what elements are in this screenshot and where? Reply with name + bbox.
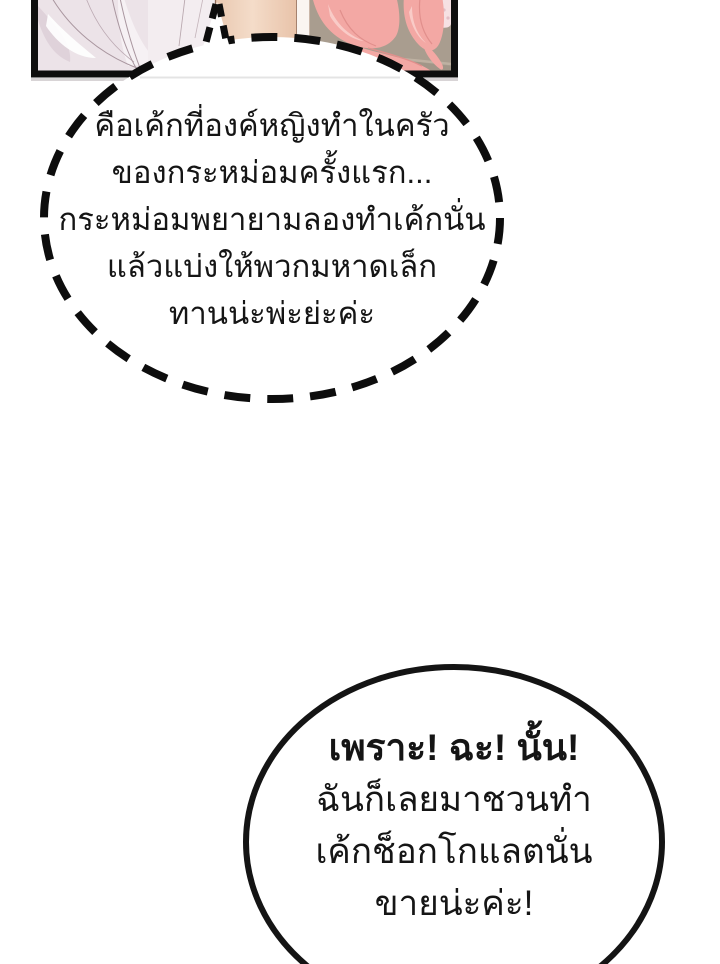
- bubble-line: คือเค้กที่องค์หญิงทำในครัว: [94, 108, 450, 143]
- bubble-line: เค้กช็อกโกแลตนั่น: [315, 832, 593, 871]
- bubble-line: ทานน่ะพ่ะย่ะค่ะ: [168, 296, 376, 331]
- bubble-line: ขายน่ะค่ะ!: [374, 884, 534, 923]
- bubble-line: ของกระหม่อมครั้งแรก...: [111, 155, 433, 190]
- dashed-bubble-text: [32, 102, 512, 337]
- bubble-line: ฉันก็เลยมาชวนทำ: [316, 780, 592, 819]
- bubble-line: แล้วแบ่งให้พวกมหาดเล็ก: [106, 249, 438, 284]
- solid-bubble-text: [244, 722, 664, 930]
- bubble-line: กระหม่อมพยายามลองทำเค้กนั่น: [58, 202, 486, 237]
- bubble-emphasis-line: เพราะ! ฉะ! นั้น!: [328, 727, 580, 768]
